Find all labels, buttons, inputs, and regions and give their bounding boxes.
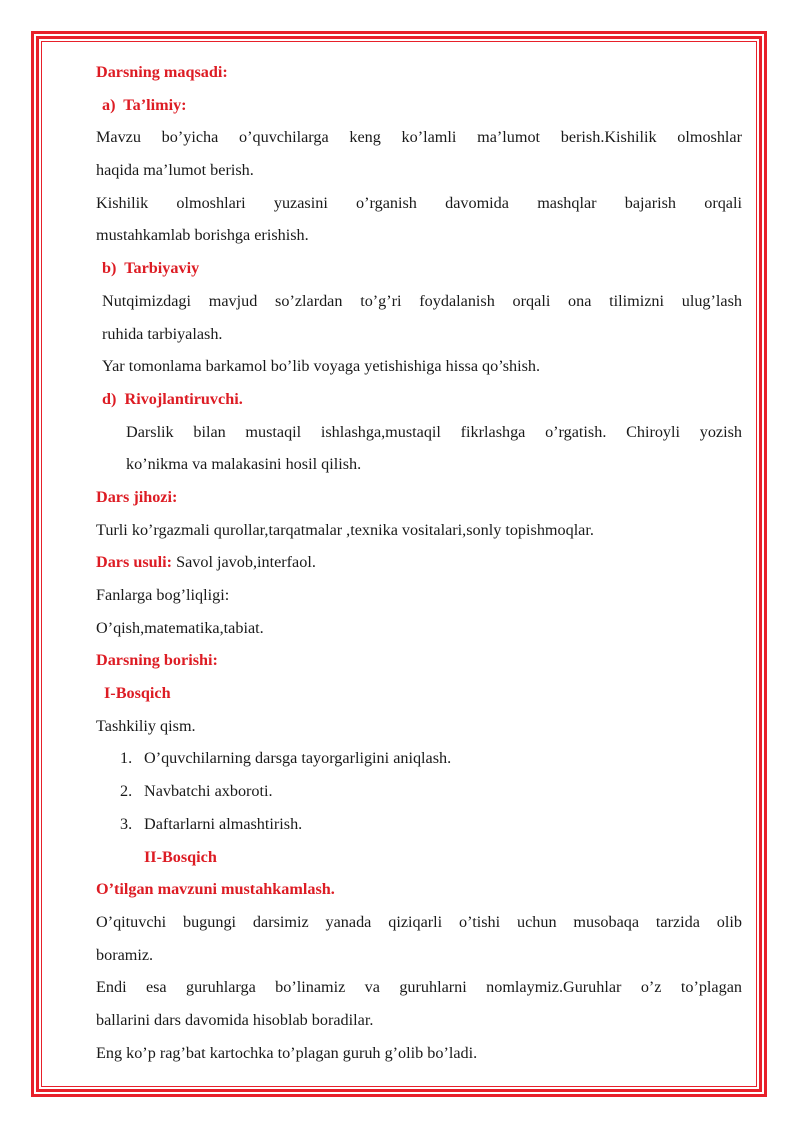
list-marker: b) bbox=[102, 259, 117, 278]
paragraph-line: Eng ko’p rag’bat kartochka to’plagan guruh g’olib bo’ladi. bbox=[96, 1043, 478, 1062]
dars-usuli-line bbox=[96, 546, 742, 579]
subheading-rivojlantiruvchi bbox=[96, 383, 742, 416]
list-number: 3. bbox=[120, 814, 133, 833]
list-item-text: O’quvchilarning darsga tayorgarligini aniqlash. bbox=[144, 749, 452, 768]
heading-bosqich-1: I-Bosqich bbox=[104, 684, 171, 703]
subheading-label: Tarbiyaviy bbox=[124, 259, 200, 278]
label-dars-usuli: Dars usuli: bbox=[96, 553, 173, 572]
subheading-label: Rivojlantiruvchi. bbox=[124, 389, 243, 408]
list-marker: d) bbox=[102, 389, 117, 408]
subheading-label: Ta’limiy: bbox=[123, 95, 187, 114]
list-item bbox=[96, 775, 742, 808]
heading-darsning-borishi: Darsning borishi: bbox=[96, 651, 218, 670]
paragraph-line: Kishilik olmoshlari yuzasini o’rganish davomida mashqlar bajarish orqali bbox=[96, 193, 742, 212]
paragraph-line: Endi esa guruhlarga bo’linamiz va guruhlarni nomlaymiz.Guruhlar o’z to’plagan bbox=[96, 978, 742, 997]
paragraph-line: Tashkiliy qism. bbox=[96, 716, 196, 735]
paragraph-line: ruhida tarbiyalash. bbox=[102, 324, 223, 343]
list-item-text: Navbatchi axboroti. bbox=[144, 782, 273, 801]
paragraph-line: Darslik bilan mustaqil ishlashga,mustaqil fikrlashga o’rgatish. Chiroyli yozish bbox=[126, 422, 742, 441]
paragraph-line: Mavzu bo’yicha o’quvchilarga keng ko’lamli ma’lumot berish.Kishilik olmoshlar bbox=[96, 128, 742, 147]
dars-usuli-text: Savol javob,interfaol. bbox=[172, 553, 316, 572]
paragraph-line: ko’nikma va malakasini hosil qilish. bbox=[126, 455, 362, 474]
list-item bbox=[96, 808, 742, 841]
label-fanlarga: Fanlarga bog’liqligi: bbox=[96, 586, 230, 604]
paragraph-line: mustahkamlab borishga erishish. bbox=[96, 226, 309, 245]
paragraph-line: ballarini dars davomida hisoblab boradilar. bbox=[96, 1010, 374, 1029]
list-number: 1. bbox=[120, 749, 133, 768]
paragraph-line: boramiz. bbox=[96, 945, 154, 964]
heading-bosqich-2: II-Bosqich bbox=[144, 847, 217, 866]
subheading-talimiy bbox=[96, 89, 742, 122]
paragraph-line: haqida ma’lumot berish. bbox=[96, 161, 254, 180]
document-body bbox=[96, 56, 742, 1069]
list-item-text: Daftarlarni almashtirish. bbox=[144, 814, 303, 833]
heading-otilgan-mavzu: O’tilgan mavzuni mustahkamlash. bbox=[96, 880, 335, 899]
paragraph-line: Turli ko’rgazmali qurollar,tarqatmalar ,texnika vositalari,sonly topishmoqlar. bbox=[96, 520, 594, 539]
list-marker: a) bbox=[102, 95, 116, 114]
paragraph-line: O’qish,matematika,tabiat. bbox=[96, 618, 264, 637]
heading-darsning-maqsadi: Darsning maqsadi: bbox=[96, 63, 228, 81]
subheading-tarbiyaviy bbox=[96, 252, 742, 285]
list-item bbox=[96, 742, 742, 775]
heading-dars-jihozi: Dars jihozi: bbox=[96, 487, 178, 506]
paragraph-line: Nutqimizdagi mavjud so’zlardan to’g’ri foydalanish orqali ona tilimizni ulug’lash bbox=[102, 291, 742, 310]
list-number: 2. bbox=[120, 782, 133, 801]
paragraph-line: Yar tomonlama barkamol bo’lib voyaga yetishishiga hissa qo’shish. bbox=[102, 357, 541, 376]
paragraph-line: O’qituvchi bugungi darsimiz yanada qiziqarli o’tishi uchun musobaqa tarzida olib bbox=[96, 912, 742, 931]
